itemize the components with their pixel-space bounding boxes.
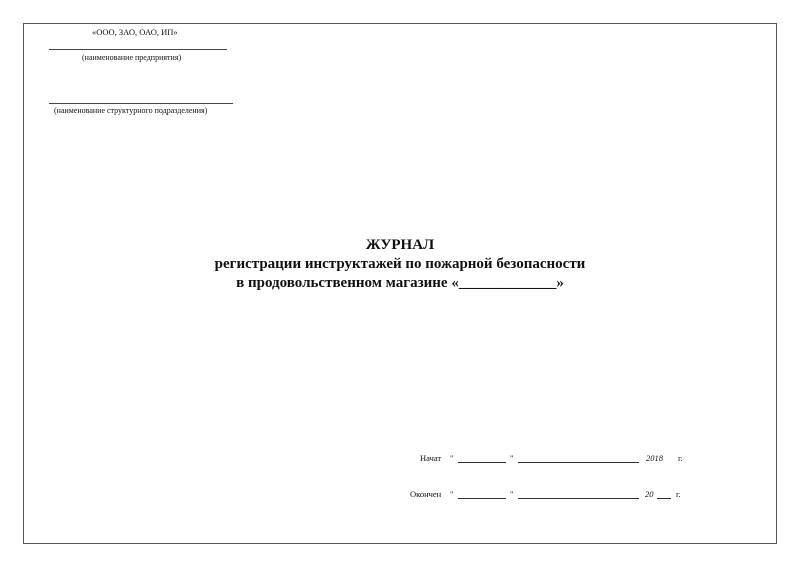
- journal-subtitle-line2: в продовольственном магазине «_____________»: [236, 275, 564, 291]
- org-name-line: [49, 49, 227, 50]
- finished-close-quote: ": [510, 489, 514, 499]
- started-year-suffix: г.: [678, 453, 683, 463]
- finished-label: Окончен: [410, 489, 442, 499]
- finished-row: [0, 489, 800, 503]
- started-month-field[interactable]: [518, 453, 639, 463]
- finished-day-field[interactable]: [458, 489, 506, 499]
- started-open-quote: ": [450, 453, 454, 463]
- started-row: [0, 453, 800, 467]
- started-day-field[interactable]: [458, 453, 506, 463]
- started-year: 2018: [646, 453, 663, 463]
- unit-name-line: [49, 103, 233, 104]
- finished-year: 20: [645, 489, 654, 499]
- journal-title-block: [150, 236, 650, 293]
- journal-title: ЖУРНАЛ: [365, 237, 435, 253]
- finished-year-suffix: г.: [676, 489, 681, 499]
- journal-subtitle-line1: регистрации инструктажей по пожарной безопасности: [214, 256, 586, 272]
- org-type-text: «ООО, ЗАО, ОАО, ИП»: [92, 27, 178, 37]
- started-label: Начат: [420, 453, 442, 463]
- finished-open-quote: ": [450, 489, 454, 499]
- org-name-caption: (наименование предприятия): [82, 53, 182, 62]
- finished-month-field[interactable]: [518, 489, 639, 499]
- finished-year-field[interactable]: [657, 489, 671, 499]
- unit-name-caption: (наименование структурного подразделения): [54, 106, 208, 115]
- started-close-quote: ": [510, 453, 514, 463]
